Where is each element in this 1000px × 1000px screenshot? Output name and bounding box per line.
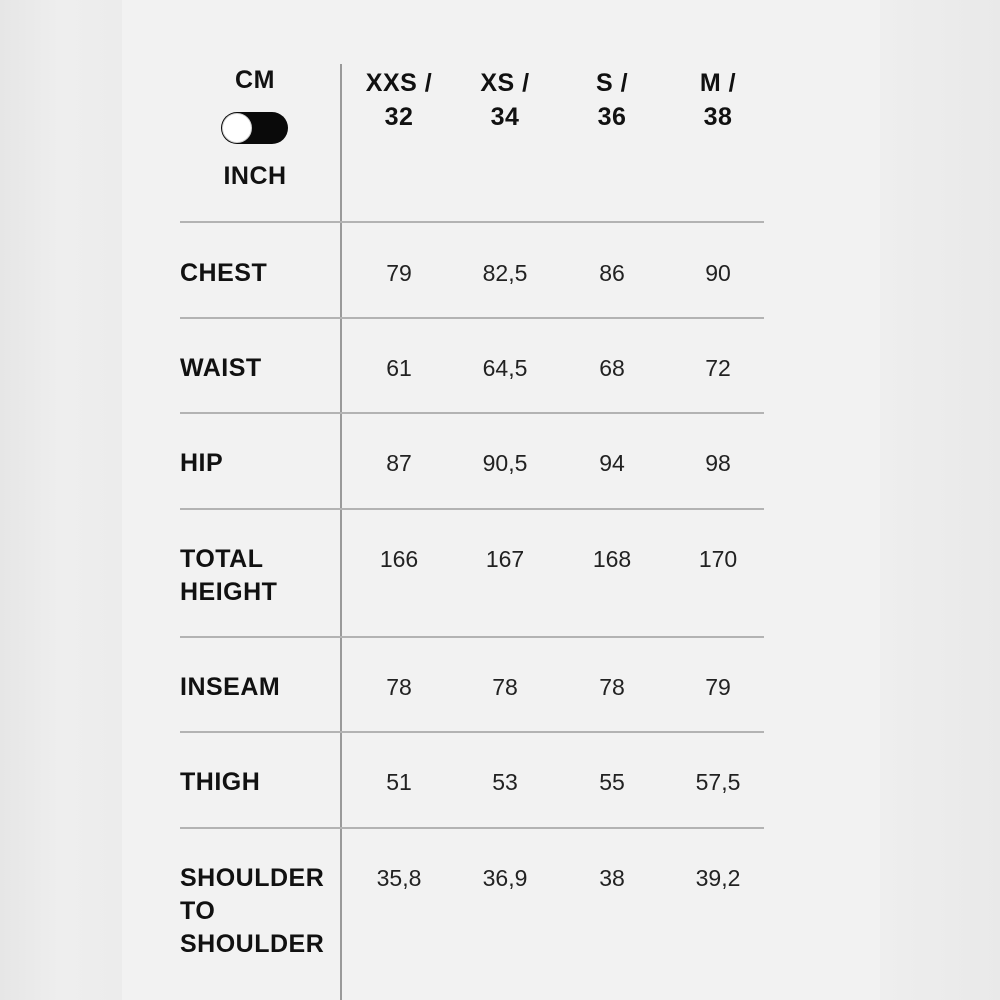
cell-chest-xxs: 79 bbox=[386, 260, 412, 286]
cell-hip-s: 94 bbox=[599, 450, 625, 476]
toggle-knob bbox=[222, 113, 252, 143]
row-label-chest: CHEST bbox=[180, 259, 268, 287]
cell-shoulder-s: 38 bbox=[599, 865, 625, 891]
cell-thigh-s: 55 bbox=[599, 769, 625, 795]
cell-hip-m: 98 bbox=[705, 450, 731, 476]
size-chart-panel bbox=[122, 0, 880, 1000]
row-label-waist: WAIST bbox=[180, 354, 262, 382]
cell-chest-s: 86 bbox=[599, 260, 625, 286]
cell-inseam-m: 79 bbox=[705, 674, 731, 700]
row-divider bbox=[180, 731, 764, 733]
cell-waist-m: 72 bbox=[705, 355, 731, 381]
cell-waist-s: 68 bbox=[599, 355, 625, 381]
cell-total-height-xxs: 166 bbox=[379, 546, 419, 572]
cell-total-height-xs: 167 bbox=[485, 546, 525, 572]
cell-hip-xxs: 87 bbox=[386, 450, 412, 476]
row-divider bbox=[180, 412, 764, 414]
cell-shoulder-m: 39,2 bbox=[695, 865, 741, 891]
cell-chest-xs: 82,5 bbox=[482, 260, 528, 286]
row-label-total-height: TOTAL HEIGHT bbox=[180, 545, 278, 606]
cell-inseam-xxs: 78 bbox=[386, 674, 412, 700]
row-divider bbox=[180, 221, 764, 223]
cell-waist-xxs: 61 bbox=[386, 355, 412, 381]
cell-total-height-m: 170 bbox=[698, 546, 738, 572]
cell-inseam-s: 78 bbox=[599, 674, 625, 700]
row-label-shoulder-to-shoulder: SHOULDER TO SHOULDER bbox=[180, 864, 325, 958]
cell-inseam-xs: 78 bbox=[492, 674, 518, 700]
size-header-xxs: XXS / 32 bbox=[365, 69, 433, 131]
cell-total-height-s: 168 bbox=[592, 546, 632, 572]
row-label-inseam: INSEAM bbox=[180, 673, 281, 701]
row-label-hip: HIP bbox=[180, 449, 224, 477]
size-header-xs: XS / 34 bbox=[480, 69, 530, 131]
unit-label-inch: INCH bbox=[223, 162, 287, 190]
cell-shoulder-xs: 36,9 bbox=[482, 865, 528, 891]
size-header-m: M / 38 bbox=[699, 69, 737, 131]
cell-thigh-xxs: 51 bbox=[386, 769, 412, 795]
unit-label-cm: CM bbox=[235, 66, 275, 94]
row-divider bbox=[180, 508, 764, 510]
cell-shoulder-xxs: 35,8 bbox=[376, 865, 422, 891]
row-divider bbox=[180, 827, 764, 829]
cell-hip-xs: 90,5 bbox=[482, 450, 528, 476]
unit-toggle-switch[interactable] bbox=[221, 112, 288, 144]
size-header-s: S / 36 bbox=[595, 69, 629, 131]
cell-waist-xs: 64,5 bbox=[482, 355, 528, 381]
cell-thigh-m: 57,5 bbox=[695, 769, 741, 795]
column-divider bbox=[340, 64, 342, 1000]
cell-thigh-xs: 53 bbox=[492, 769, 518, 795]
row-divider bbox=[180, 317, 764, 319]
cell-chest-m: 90 bbox=[705, 260, 731, 286]
row-label-thigh: THIGH bbox=[180, 768, 261, 796]
row-divider bbox=[180, 636, 764, 638]
